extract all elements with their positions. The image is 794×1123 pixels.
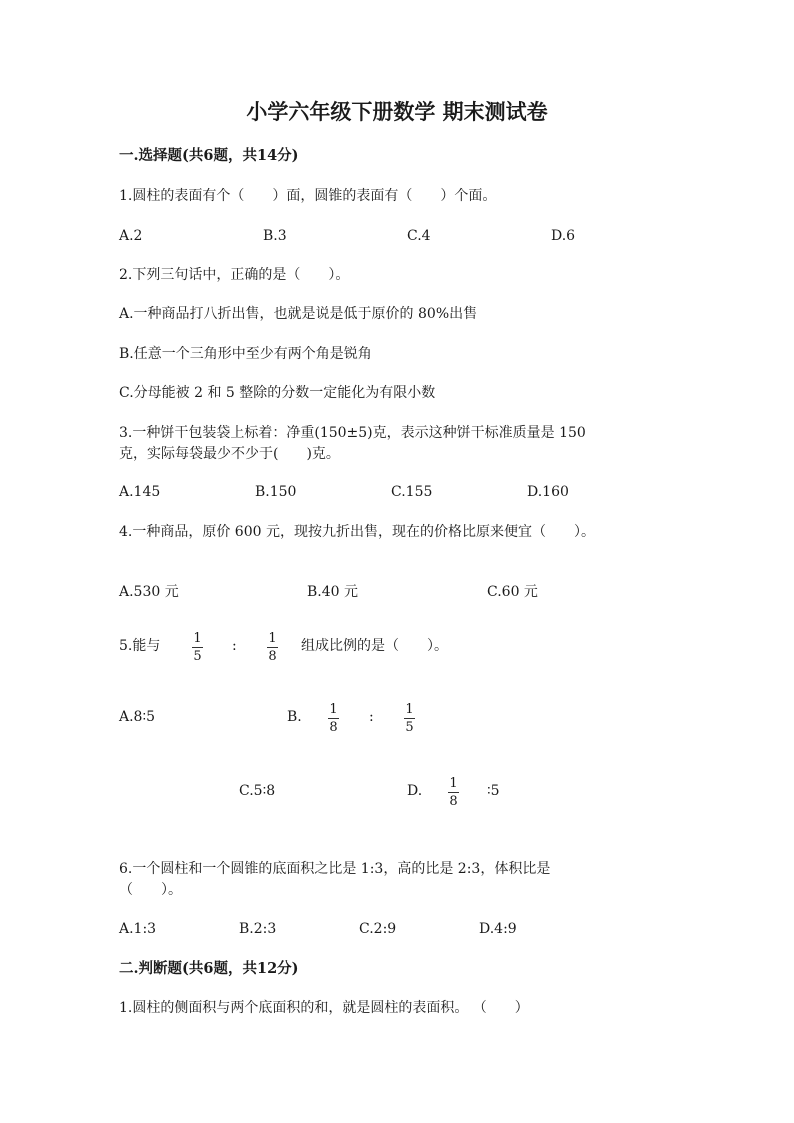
q5-ratio-colon: : xyxy=(232,638,237,654)
q5-option-d-fraction xyxy=(448,776,459,809)
q3-option-d: D.160 xyxy=(527,484,569,500)
section-heading-choice: 一.选择题(共6题，共14分) xyxy=(119,147,299,164)
question-6-stem-line1: 6.一个圆柱和一个圆锥的底面积之比是 1:3，高的比是 2:3，体积比是 xyxy=(119,861,551,877)
q4-option-c: C.60 元 xyxy=(487,584,538,600)
q5-option-b-fraction-2 xyxy=(404,702,415,735)
fraction-denominator: 5 xyxy=(193,649,202,664)
q2-option-a: A.一种商品打八折出售，也就是说是低于原价的 80%出售 xyxy=(119,306,478,322)
q4-option-b: B.40 元 xyxy=(307,584,359,600)
question-5-prefix: 5.能与 xyxy=(119,638,161,654)
fraction-numerator: 1 xyxy=(405,702,414,717)
question-1-stem: 1.圆柱的表面有个（ ）面，圆锥的表面有（ ）个面。 xyxy=(119,188,497,204)
fraction-denominator: 8 xyxy=(449,794,458,809)
q5-fraction-one-fifth xyxy=(192,631,203,664)
fraction-denominator: 8 xyxy=(329,720,338,735)
fraction-bar xyxy=(192,647,203,648)
q5-option-d-label: D. xyxy=(407,783,423,799)
q5-option-b-label: B. xyxy=(287,709,302,725)
fraction-numerator: 1 xyxy=(193,631,202,646)
q1-option-a: A.2 xyxy=(119,228,143,244)
question-2-stem: 2.下列三句话中，正确的是（ ）。 xyxy=(119,267,350,283)
q6-option-a: A.1:3 xyxy=(119,921,157,937)
q1-option-d: D.6 xyxy=(551,228,576,244)
question-5-suffix: 组成比例的是（ ）。 xyxy=(301,638,448,654)
question-3-stem-line1: 3.一种饼干包装袋上标着：净重(150±5)克，表示这种饼干标准质量是 150 xyxy=(119,425,586,441)
q6-option-d: D.4:9 xyxy=(479,921,517,937)
fraction-bar xyxy=(328,718,339,719)
q4-option-a: A.530 元 xyxy=(119,584,179,600)
q5-fraction-one-eighth xyxy=(267,631,278,664)
q5-option-a: A.8∶5 xyxy=(119,709,156,725)
q5-option-b-fraction-1 xyxy=(328,702,339,735)
question-4-stem: 4.一种商品，原价 600 元，现按九折出售，现在的价格比原来便宜（ ）。 xyxy=(119,524,595,540)
page-title: 小学六年级下册数学 期末测试卷 xyxy=(246,99,548,124)
q3-option-c: C.155 xyxy=(391,484,433,500)
fraction-denominator: 8 xyxy=(268,649,277,664)
q2-option-c: C.分母能被 2 和 5 整除的分数一定能化为有限小数 xyxy=(119,385,436,401)
q5-option-c: C.5∶8 xyxy=(239,783,276,799)
fraction-denominator: 5 xyxy=(405,720,414,735)
q2-option-b: B.任意一个三角形中至少有两个角是锐角 xyxy=(119,346,372,362)
q3-option-a: A.145 xyxy=(119,484,161,500)
q6-option-b: B.2:3 xyxy=(239,921,277,937)
fraction-numerator: 1 xyxy=(329,702,338,717)
fraction-numerator: 1 xyxy=(268,631,277,646)
q3-option-b: B.150 xyxy=(255,484,297,500)
question-3-stem-line2: 克，实际每袋最少不少于( )克。 xyxy=(119,446,340,462)
question-6-stem-line2: （ ）。 xyxy=(119,882,182,898)
section-heading-judgment: 二.判断题(共6题，共12分) xyxy=(119,960,299,977)
q6-option-c: C.2:9 xyxy=(359,921,397,937)
q1-option-b: B.3 xyxy=(263,228,287,244)
q5-option-b-colon: : xyxy=(369,709,374,725)
fraction-bar xyxy=(267,647,278,648)
fraction-bar xyxy=(448,792,459,793)
fraction-bar xyxy=(404,718,415,719)
q1-option-c: C.4 xyxy=(407,228,431,244)
q5-option-d-tail: ∶5 xyxy=(487,783,500,799)
judgment-1-stem: 1.圆柱的侧面积与两个底面积的和，就是圆柱的表面积。 （ ） xyxy=(119,1000,529,1016)
fraction-numerator: 1 xyxy=(449,776,458,791)
